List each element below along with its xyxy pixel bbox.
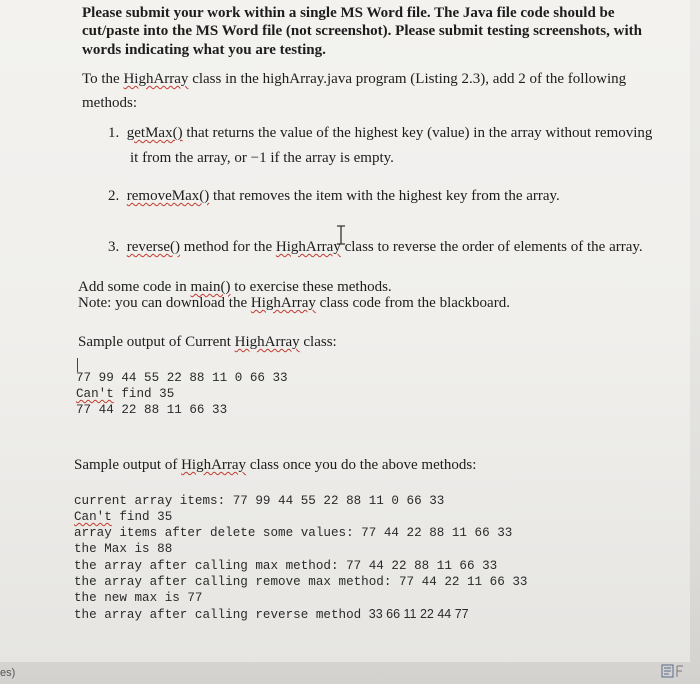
sample1-output-text: find 35 <box>113 387 175 401</box>
intro-text-post: class in the highArray.java program (Listing 2.3), add 2 of the following <box>188 71 627 87</box>
cant-word: Can't <box>76 387 114 401</box>
sample1-output-line-1: 77 99 44 55 22 88 11 0 66 33 <box>76 371 288 385</box>
method-name: reverse() <box>126 239 181 255</box>
cant-word: Can't <box>74 510 112 524</box>
list-item-3 <box>108 240 643 255</box>
sample2-output-line-1: current array items: 77 99 44 55 22 88 11 0 66 33 <box>74 494 445 508</box>
sample2-output-line-2 <box>74 511 172 524</box>
sample2-title-text: Sample output of <box>74 457 182 473</box>
taskbar-app-icon[interactable] <box>660 662 700 680</box>
intro-line-1 <box>82 72 626 87</box>
list-text: that removes the item with the highest key from the array. <box>209 188 560 204</box>
reverse-values: 33 66 11 22 44 77 <box>368 607 469 621</box>
list-item-1-line-2: it from the array, or −1 if the array is empty. <box>130 150 394 166</box>
intro-text: To the <box>82 71 124 87</box>
sample2-output-line-5: the array after calling max method: 77 44 22 88 11 66 33 <box>74 559 498 573</box>
addcode-text: Add some code in <box>78 279 191 295</box>
addcode-text-post: to exercise these methods. <box>230 279 392 295</box>
list-text-post: class to reverse the order of elements of the array. <box>340 239 643 255</box>
method-name: removeMax() <box>126 188 210 204</box>
header-line-1: Please submit your work within a single MS Word file. The Java file code should be <box>82 5 615 21</box>
intro-class-name: HighArray <box>123 71 189 87</box>
sample2-output-line-8 <box>74 608 469 622</box>
sample1-title <box>78 335 337 350</box>
list-number: 1. <box>108 125 120 141</box>
list-number: 3. <box>108 239 120 255</box>
sample2-output-text: find 35 <box>111 510 173 524</box>
list-number: 2. <box>108 188 120 204</box>
header-line-3: words indicating what you are testing. <box>82 42 326 58</box>
addcode-line-2 <box>78 296 510 311</box>
header-line-2: cut/paste into the MS Word file (not screenshot). Please submit testing screenshots, with <box>82 23 642 39</box>
note-class-name: HighArray <box>250 295 316 311</box>
sample1-title-text: Sample output of Current <box>78 334 235 350</box>
note-text-post: class code from the blackboard. <box>315 295 510 311</box>
taskbar-text: es) <box>0 667 16 679</box>
list-text: method for the <box>180 239 276 255</box>
list-item-2 <box>108 189 560 204</box>
addcode-line-1 <box>78 280 392 295</box>
sample2-output-line-6: the array after calling remove max method: 77 44 22 11 66 33 <box>74 575 528 589</box>
sample1-output-line-3: 77 44 22 88 11 66 33 <box>76 403 228 417</box>
list-class-name: HighArray <box>275 239 341 255</box>
sample2-output-line-3: array items after delete some values: 77 44 22 88 11 66 33 <box>74 526 513 540</box>
note-text: Note: you can download the <box>78 295 251 311</box>
main-method-name: main() <box>190 279 231 295</box>
text-caret <box>77 358 78 372</box>
method-name: getMax() <box>126 125 183 141</box>
sample2-class-name: HighArray <box>181 457 247 473</box>
sample2-title-post: class once you do the above methods: <box>246 457 477 473</box>
sample2-title <box>74 458 476 473</box>
reverse-label: the array after calling reverse method <box>74 608 369 622</box>
sample2-output-line-7: the new max is 77 <box>74 591 203 605</box>
sample1-class-name: HighArray <box>234 334 300 350</box>
sample2-output-line-4: the Max is 88 <box>74 542 173 556</box>
list-item-1 <box>108 126 652 141</box>
intro-line-2: methods: <box>82 95 137 111</box>
list-text: that returns the value of the highest key (value) in the array without removing <box>182 125 653 141</box>
sample1-output-line-2 <box>76 388 174 401</box>
sample1-title-post: class: <box>299 334 337 350</box>
